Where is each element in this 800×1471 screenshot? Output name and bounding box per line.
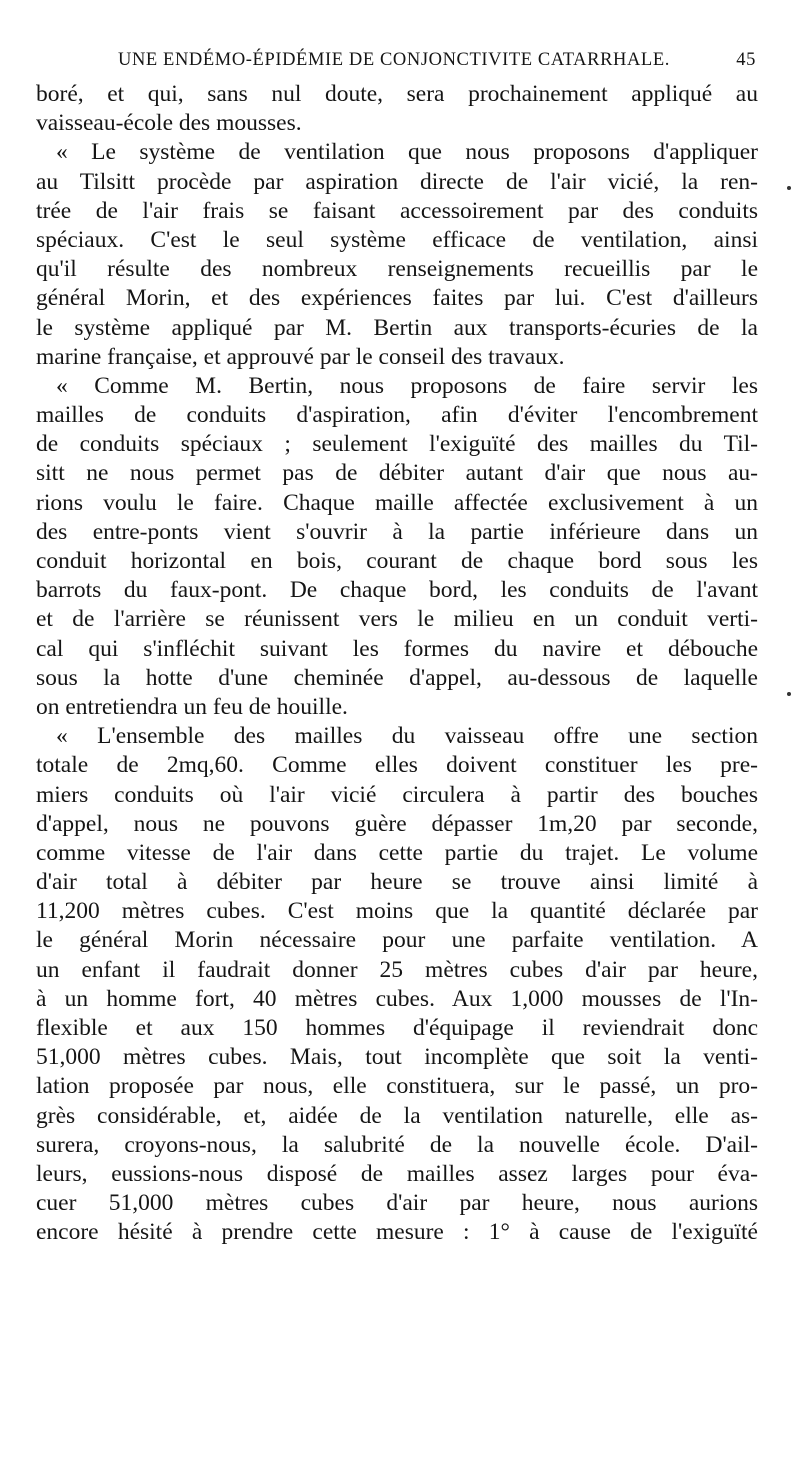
text-line: général Morin, et des expériences faites par lui. C'est d'ailleurs: [36, 285, 758, 312]
text-line: marine française, et approuvé par le conseil des travaux.: [36, 343, 565, 370]
text-line: flexible et aux 150 hommes d'équipage il reviendrait donc: [36, 1015, 758, 1041]
text-line: sous la hotte d'une cheminée d'appel, au-dessous de laquelle: [36, 664, 758, 691]
text-line: cal qui s'infléchit suivant les formes du navire et débouche: [36, 635, 758, 662]
text-line: encore hésité à prendre cette mesure : 1° à cause de l'exiguïté: [36, 1219, 758, 1246]
text-line: vaisseau-école des mousses.: [36, 110, 302, 137]
margin-speck: [787, 692, 791, 696]
text-line: au Tilsitt procède par aspiration directe de l'air vicié, la ren-: [36, 168, 758, 195]
text-line: 11,200 mètres cubes. C'est moins que la quantité déclarée par: [36, 898, 758, 925]
text-line: on entretiendra un feu de houille.: [36, 693, 348, 720]
text-line: trée de l'air frais se faisant accessoirement par des conduits: [36, 197, 758, 224]
text-line: barrots du faux-pont. De chaque bord, les conduits de l'avant: [36, 577, 758, 604]
text-line: totale de 2mq,60. Comme elles doivent constituer les pre-: [36, 752, 758, 779]
running-head-title: UNE ENDÉMO-ÉPIDÉMIE DE CONJONCTIVITE CATARRHALE.: [118, 50, 670, 70]
text-line: grès considérable, et, aidée de la ventilation naturelle, elle as-: [36, 1102, 758, 1129]
text-line: 51,000 mètres cubes. Mais, tout incomplète que soit la venti-: [36, 1044, 758, 1071]
page-number: 45: [736, 50, 756, 70]
text-line: lation proposée par nous, elle constituera, sur le passé, un pro-: [36, 1073, 758, 1100]
text-line: à un homme fort, 40 mètres cubes. Aux 1,000 mousses de l'In-: [36, 985, 758, 1012]
text-line: d'air total à débiter par heure se trouve ainsi limité à: [36, 869, 758, 896]
running-head: [38, 50, 756, 78]
text-line: miers conduits où l'air vicié circulera à partir des bouches: [36, 781, 758, 808]
text-line: boré, et qui, sans nul doute, sera prochainement appliqué au: [36, 81, 758, 107]
text-line: de conduits spéciaux ; seulement l'exiguïté des mailles du Til-: [36, 431, 758, 458]
body-text: [36, 80, 758, 1248]
text-line: mailles de conduits d'aspiration, afin d'éviter l'encombrement: [36, 402, 758, 429]
text-line: et de l'arrière se réunissent vers le milieu en un conduit verti-: [36, 606, 758, 633]
text-line: comme vitesse de l'air dans cette partie du trajet. Le volume: [36, 839, 758, 866]
text-line: qu'il résulte des nombreux renseignements recueillis par le: [36, 256, 758, 283]
text-line: cuer 51,000 mètres cubes d'air par heure, nous aurions: [36, 1190, 758, 1217]
text-line: le système appliqué par M. Bertin aux transports-écuries de la: [36, 314, 758, 341]
text-line: spéciaux. C'est le seul système efficace de ventilation, ainsi: [36, 226, 758, 253]
text-line: des entre-ponts vient s'ouvrir à la partie inférieure dans un: [36, 518, 758, 545]
text-line: conduit horizontal en bois, courant de chaque bord sous les: [36, 548, 758, 574]
margin-speck: [787, 186, 791, 190]
text-line: « Le système de ventilation que nous proposons d'appliquer: [56, 139, 758, 166]
text-line: un enfant il faudrait donner 25 mètres cubes d'air par heure,: [36, 956, 758, 983]
text-line: leurs, eussions-nous disposé de mailles assez larges pour éva-: [36, 1160, 758, 1187]
text-line: « L'ensemble des mailles du vaisseau offre une section: [56, 723, 758, 750]
text-line: sitt ne nous permet pas de débiter autant d'air que nous au-: [36, 460, 758, 487]
text-line: rions voulu le faire. Chaque maille affectée exclusivement à un: [36, 489, 758, 516]
text-line: « Comme M. Bertin, nous proposons de faire servir les: [56, 372, 758, 399]
text-line: surera, croyons-nous, la salubrité de la nouvelle école. D'ail-: [36, 1131, 758, 1158]
text-line: le général Morin nécessaire pour une parfaite ventilation. A: [36, 927, 758, 954]
text-line: d'appel, nous ne pouvons guère dépasser 1m,20 par seconde,: [36, 810, 758, 837]
